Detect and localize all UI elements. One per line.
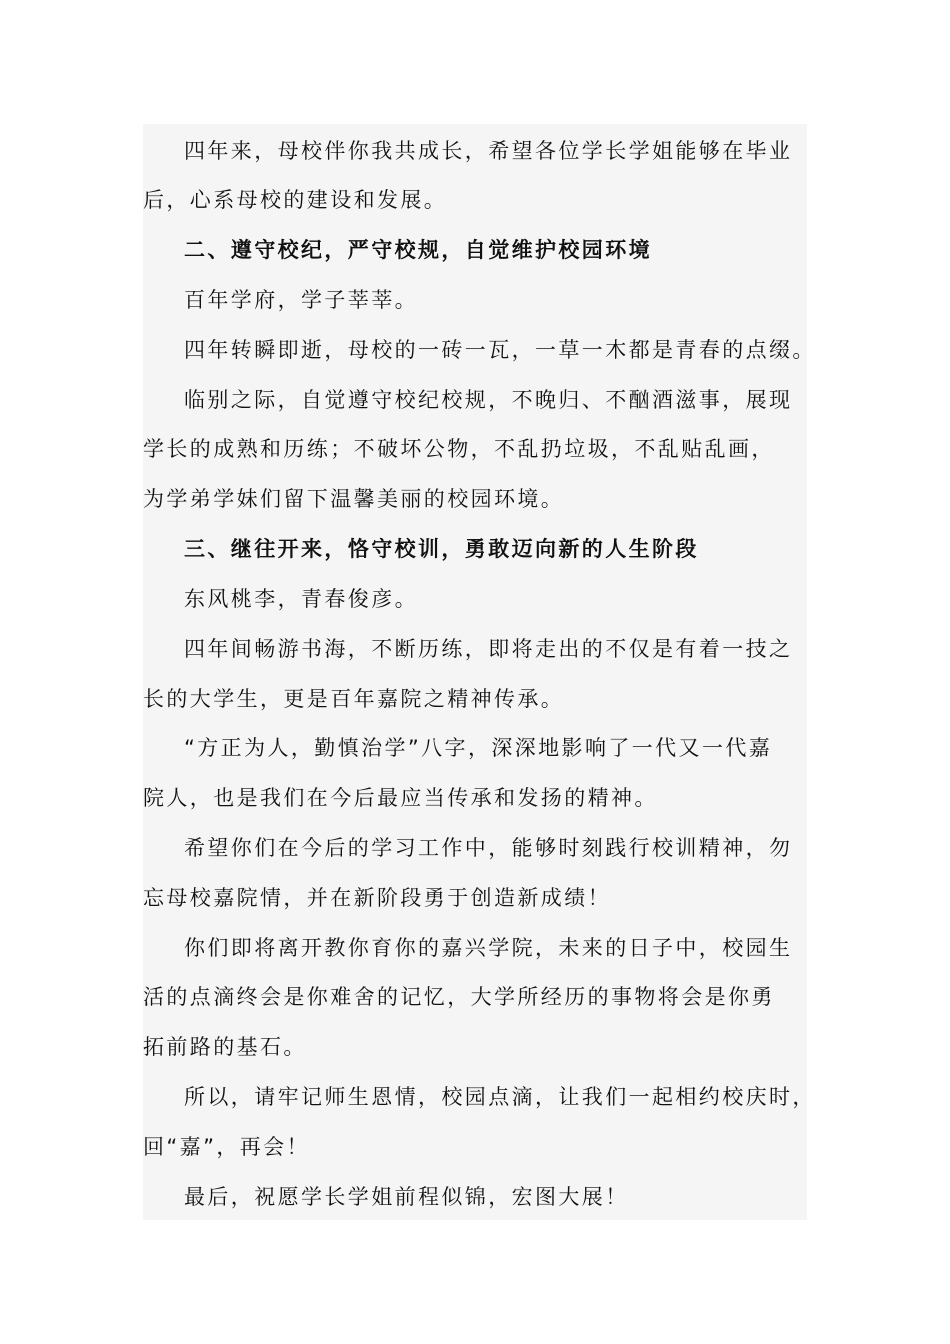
paragraph-line: 临别之际，自觉遵守校纪校规，不晚归、不酗酒滋事，展现 xyxy=(184,388,793,412)
body-text-block xyxy=(143,124,816,1220)
paragraph-line: 院人，也是我们在今后最应当传承和发扬的精神。 xyxy=(143,786,658,810)
paragraph-line: 四年间畅游书海，不断历练，即将走出的不仅是有着一技之 xyxy=(184,637,793,661)
paragraph-line: 长的大学生，更是百年嘉院之精神传承。 xyxy=(143,687,565,711)
paragraph-line: 最后，祝愿学长学姐前程似锦，宏图大展！ xyxy=(184,1185,629,1209)
paragraph-line: 忘母校嘉院情，并在新阶段勇于创造新成绩！ xyxy=(143,886,611,910)
paragraph-line: 所以，请牢记师生恩情，校园点滴，让我们一起相约校庆时， xyxy=(184,1085,816,1109)
paragraph-line: 活的点滴终会是你难舍的记忆，大学所经历的事物将会是你勇 xyxy=(143,985,775,1009)
paragraph-line: 回“嘉”，再会！ xyxy=(143,1135,310,1159)
paragraph-line: 四年来，母校伴你我共成长，希望各位学长学姐能够在毕业 xyxy=(184,139,793,163)
paragraph-line: 四年转瞬即逝，母校的一砖一瓦，一草一木都是青春的点缀。 xyxy=(184,338,816,362)
paragraph-line: 为学弟学妹们留下温馨美丽的校园环境。 xyxy=(143,487,565,511)
paragraph-line: 你们即将离开教你育你的嘉兴学院，未来的日子中，校园生 xyxy=(184,936,793,960)
section-heading: 三、继往开来，恪守校训，勇敢迈向新的人生阶段 xyxy=(184,537,699,561)
paragraph-line: 学长的成熟和历练；不破坏公物，不乱扔垃圾，不乱贴乱画， xyxy=(143,437,775,461)
section-heading: 二、遵守校纪，严守校规，自觉维护校园环境 xyxy=(184,238,652,262)
paragraph-line: 希望你们在今后的学习工作中，能够时刻践行校训精神，勿 xyxy=(184,836,793,860)
paragraph-line: “方正为人，勤慎治学”八字，深深地影响了一代又一代嘉 xyxy=(184,736,773,760)
paragraph-line: 拓前路的基石。 xyxy=(143,1035,307,1059)
paragraph-line: 百年学府，学子莘莘。 xyxy=(184,288,418,312)
paragraph-line: 东风桃李，青春俊彦。 xyxy=(184,587,418,611)
paragraph-line: 后，心系母校的建设和发展。 xyxy=(143,188,448,212)
